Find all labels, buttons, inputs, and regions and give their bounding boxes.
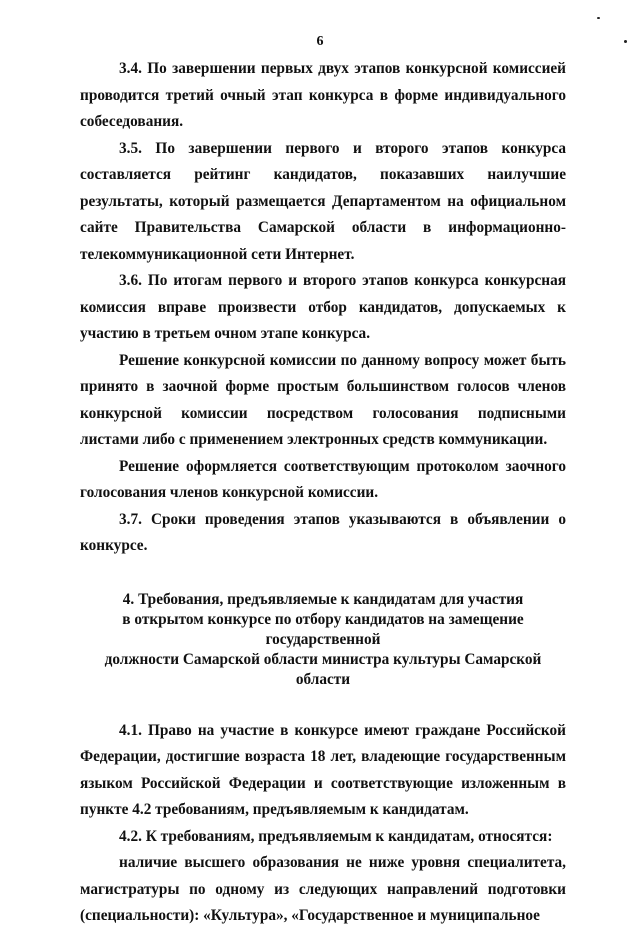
- scan-speck: [624, 40, 627, 43]
- paragraph-3-5: 3.5. По завершении первого и второго этапов конкурса составляется рейтинг кандидатов, показавших наилучшие результаты, который размещается Департаментом на официальном сайте Правительства Самарской области в информационно-телекоммуникационной сети Интернет.: [80, 139, 566, 263]
- paragraph-3-7: 3.7. Сроки проведения этапов указываются в объявлении о конкурсе.: [80, 510, 566, 554]
- heading-line: в открытом конкурсе по отбору кандидатов на замещение государственной: [122, 610, 524, 648]
- paragraph-3-4: 3.4. По завершении первых двух этапов конкурсной комиссией проводится третий очный этап конкурса в форме индивидуального собеседования.: [80, 60, 566, 130]
- paragraph-decision: Решение конкурсной комиссии по данному вопросу может быть принято в заочной форме простым большинством голосов членов конкурсной комиссии посредством голосования подписными листами либо с применением электронных средств коммуникации.: [80, 351, 566, 448]
- paragraph-3-6: 3.6. По итогам первого и второго этапов конкурса конкурсная комиссия вправе произвести отбор кандидатов, допускаемых к участию в третьем очном этапе конкурса.: [80, 272, 566, 342]
- paragraph-4-1: 4.1. Право на участие в конкурсе имеют граждане Российской Федерации, достигшие возраста 18 лет, владеющие государственным языком Российской Федерации и соответствующие изложенным в пункте 4.2 требованиям, предъявляемым к кандидатам.: [80, 721, 566, 818]
- scan-speck: [597, 17, 600, 19]
- heading-line: должности Самарской области министра культуры Самарской области: [104, 650, 542, 688]
- page-number: 6: [316, 34, 324, 49]
- section-4-heading: [80, 590, 566, 690]
- paragraph-education: наличие высшего образования не ниже уровня специалитета, магистратуры по одному из следующих направлений подготовки (специальности): «Культура», «Государственное и муниципальное: [80, 854, 566, 924]
- heading-line: 4. Требования, предъявляемые к кандидатам для участия: [122, 590, 524, 608]
- document-body: [80, 56, 566, 930]
- paragraph-decision-protocol: Решение оформляется соответствующим протоколом заочного голосования членов конкурсной комиссии.: [80, 457, 566, 501]
- paragraph-4-2: 4.2. К требованиям, предъявляемым к кандидатам, относятся:: [119, 827, 553, 845]
